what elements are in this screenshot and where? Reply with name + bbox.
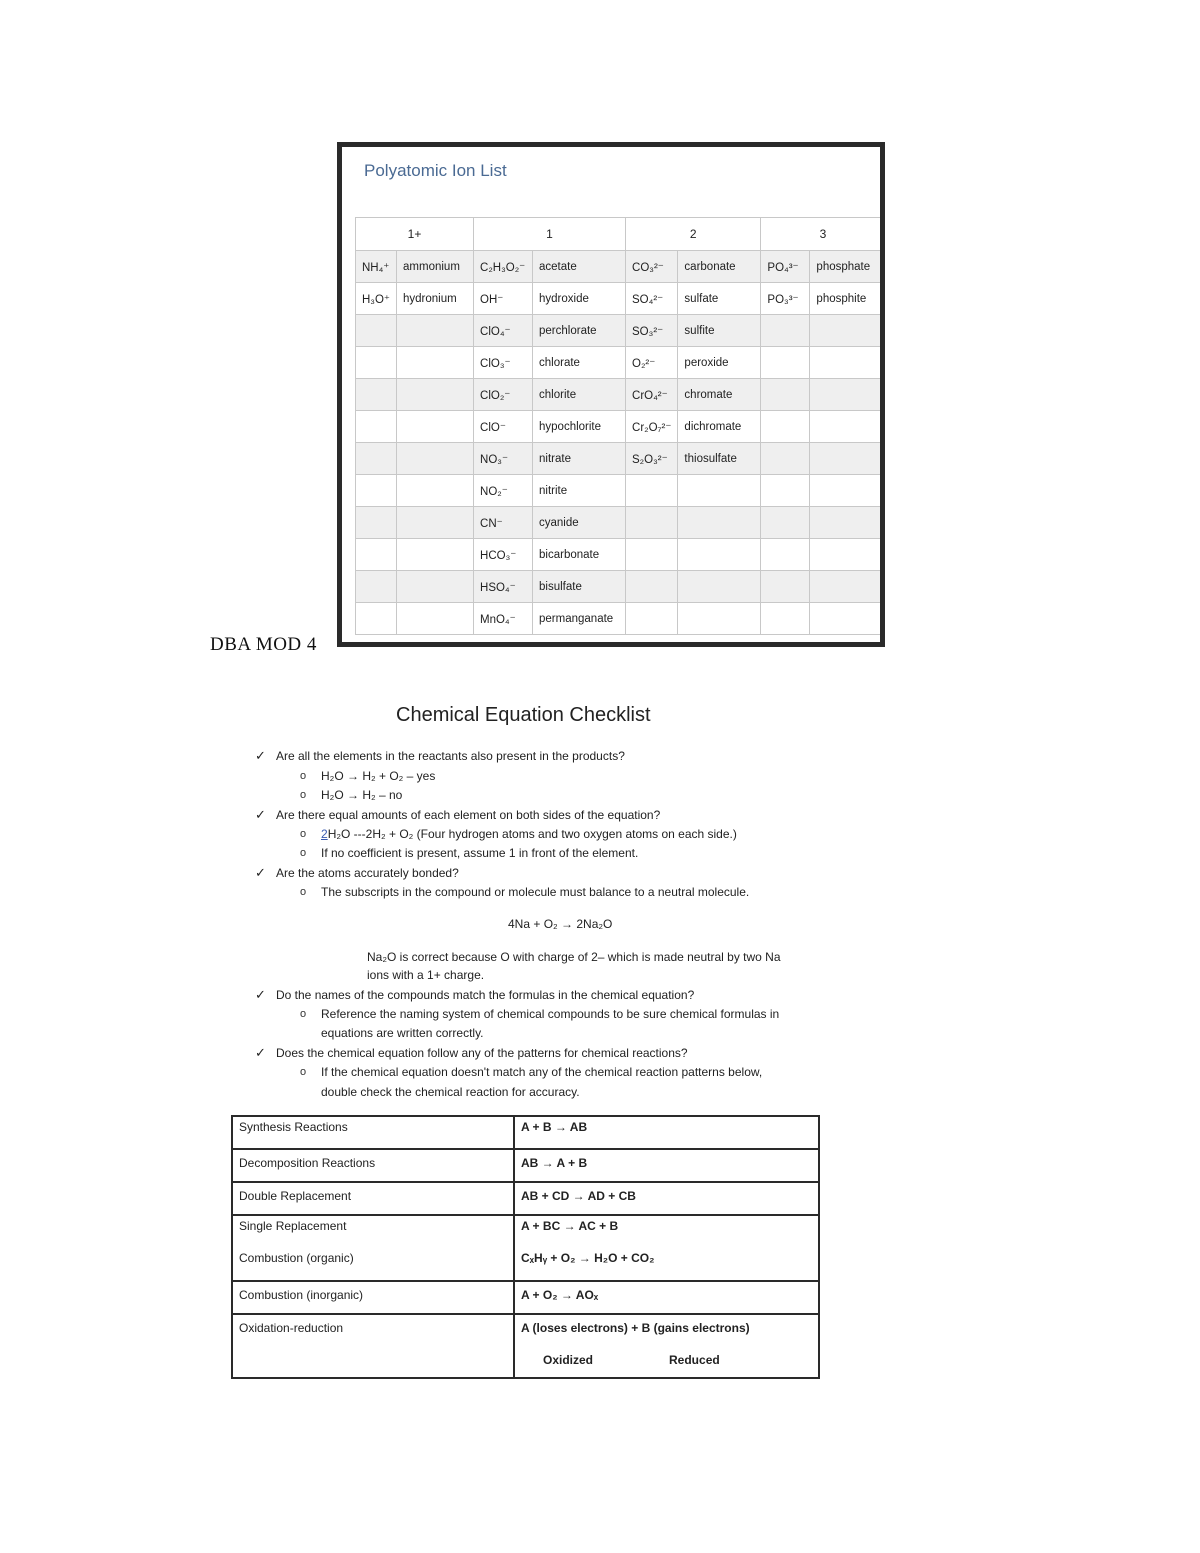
ion-formula <box>356 603 397 635</box>
ion-name: acetate <box>533 251 626 283</box>
ion-name: ammonium <box>397 251 474 283</box>
ion-formula <box>761 315 810 347</box>
checklist-example: H₂O → H₂ – no <box>321 788 403 802</box>
ion-formula <box>356 571 397 603</box>
table-row <box>356 539 885 571</box>
ion-name: hydroxide <box>533 283 626 315</box>
table-row <box>232 1116 819 1149</box>
ion-formula <box>626 475 678 507</box>
reaction-pattern-cell <box>514 1215 819 1281</box>
ion-formula: SO₃²⁻ <box>626 315 678 347</box>
ion-formula <box>761 347 810 379</box>
ion-name <box>810 315 885 347</box>
ion-formula <box>761 603 810 635</box>
table-row <box>356 507 885 539</box>
ion-name <box>678 507 761 539</box>
ion-formula: HCO₃⁻ <box>474 539 533 571</box>
ion-formula: MnO₄⁻ <box>474 603 533 635</box>
charge-header: 2 <box>626 218 761 251</box>
reaction-pattern: CₓHᵧ + O₂ → H₂O + CO₂ <box>521 1251 655 1265</box>
ion-formula <box>761 411 810 443</box>
ion-formula <box>761 379 810 411</box>
bullet-icon: o <box>300 828 307 840</box>
ion-name: dichromate <box>678 411 761 443</box>
ion-name <box>397 379 474 411</box>
ion-name <box>397 475 474 507</box>
ion-table-header <box>356 218 885 251</box>
ion-formula <box>761 539 810 571</box>
ion-formula <box>356 475 397 507</box>
polyatomic-ion-box <box>337 142 885 647</box>
ion-formula <box>761 571 810 603</box>
reaction-name: Double Replacement <box>232 1182 514 1215</box>
checklist-example-text: H₂O ---2H₂ + O₂ (Four hydrogen atoms and two oxygen atoms on each side.) <box>327 827 737 841</box>
ion-formula: Cr₂O₇²⁻ <box>626 411 678 443</box>
ion-name <box>397 315 474 347</box>
reaction-pattern: A + O₂ → AOₓ <box>514 1281 819 1314</box>
checklist-note: Reference the naming system of chemical compounds to be sure chemical formulas in <box>321 1007 780 1021</box>
ion-name <box>678 539 761 571</box>
ion-name: hypochlorite <box>533 411 626 443</box>
ion-name <box>397 539 474 571</box>
ion-formula: CrO₄²⁻ <box>626 379 678 411</box>
ion-formula <box>356 347 397 379</box>
table-row <box>356 475 885 507</box>
checklist-question: Are there equal amounts of each element on both sides of the equation? <box>276 808 661 822</box>
ion-formula <box>356 443 397 475</box>
ion-name: perchlorate <box>533 315 626 347</box>
ion-name <box>810 507 885 539</box>
ion-formula: SO₄²⁻ <box>626 283 678 315</box>
ion-formula <box>761 443 810 475</box>
equation-explanation: ions with a 1+ charge. <box>367 968 485 982</box>
table-row <box>232 1314 819 1378</box>
ion-name <box>810 443 885 475</box>
ion-formula: HSO₄⁻ <box>474 571 533 603</box>
bullet-icon: o <box>300 789 307 801</box>
ion-name <box>397 571 474 603</box>
checklist-note: The subscripts in the compound or molecule must balance to a neutral molecule. <box>321 885 750 899</box>
table-row <box>232 1182 819 1215</box>
reaction-pattern: AB + CD → AD + CB <box>514 1182 819 1215</box>
ion-formula: ClO₂⁻ <box>474 379 533 411</box>
table-row <box>356 571 885 603</box>
ion-formula <box>626 507 678 539</box>
ion-formula <box>626 539 678 571</box>
reaction-name: Oxidation-reduction <box>232 1314 514 1378</box>
ion-formula: PO₃³⁻ <box>761 283 810 315</box>
ion-name <box>810 539 885 571</box>
ion-name <box>397 411 474 443</box>
ion-name <box>810 475 885 507</box>
ion-name: nitrite <box>533 475 626 507</box>
ion-table <box>355 217 885 635</box>
table-row <box>356 411 885 443</box>
check-icon: ✓ <box>255 807 266 822</box>
ion-list-title: Polyatomic Ion List <box>364 161 507 180</box>
checklist-note: If no coefficient is present, assume 1 in front of the element. <box>321 846 639 860</box>
bullet-icon: o <box>300 1008 307 1020</box>
equation-explanation: Na₂O is correct because O with charge of 2– which is made neutral by two Na <box>367 950 781 964</box>
reaction-name-cell <box>232 1215 514 1281</box>
ion-formula: CN⁻ <box>474 507 533 539</box>
ion-formula <box>356 411 397 443</box>
ion-name <box>810 411 885 443</box>
ion-formula: ClO₃⁻ <box>474 347 533 379</box>
reaction-pattern-cell <box>514 1314 819 1378</box>
ion-name <box>397 603 474 635</box>
checklist-question: Do the names of the compounds match the formulas in the chemical equation? <box>276 988 695 1002</box>
reaction-name: Synthesis Reactions <box>232 1116 514 1149</box>
ion-formula <box>356 315 397 347</box>
ion-name <box>397 347 474 379</box>
ion-name: chlorate <box>533 347 626 379</box>
reaction-pattern: A (loses electrons) + B (gains electrons) <box>521 1321 750 1335</box>
table-row <box>356 315 885 347</box>
reaction-pattern: AB → A + B <box>514 1149 819 1182</box>
ion-name: phosphate <box>810 251 885 283</box>
reaction-patterns-table <box>231 1115 820 1379</box>
reaction-pattern: A + BC → AC + B <box>521 1219 619 1233</box>
check-icon: ✓ <box>255 987 266 1002</box>
check-icon: ✓ <box>255 748 266 763</box>
ion-name: sulfate <box>678 283 761 315</box>
example-equation: 4Na + O₂ → 2Na₂O <box>508 917 613 931</box>
ion-formula <box>356 379 397 411</box>
reaction-pattern: A + B → AB <box>514 1116 819 1149</box>
check-icon: ✓ <box>255 865 266 880</box>
ion-formula: NO₂⁻ <box>474 475 533 507</box>
reaction-name: Combustion (inorganic) <box>232 1281 514 1314</box>
ion-formula: ClO⁻ <box>474 411 533 443</box>
ion-name <box>397 443 474 475</box>
ion-formula: ClO₄⁻ <box>474 315 533 347</box>
ion-formula <box>761 507 810 539</box>
ion-formula <box>761 475 810 507</box>
ion-name: carbonate <box>678 251 761 283</box>
table-row <box>356 251 885 283</box>
checklist-question: Are all the elements in the reactants also present in the products? <box>276 749 625 763</box>
table-row <box>356 603 885 635</box>
ion-name: bisulfate <box>533 571 626 603</box>
charge-header: 1 <box>474 218 626 251</box>
ion-formula: OH⁻ <box>474 283 533 315</box>
coefficient: 2 <box>321 827 328 841</box>
reduced-label: Reduced <box>669 1353 720 1367</box>
checklist-note: If the chemical equation doesn't match any of the chemical reaction patterns below, <box>321 1065 763 1079</box>
ion-name: chlorite <box>533 379 626 411</box>
bullet-icon: o <box>300 886 307 898</box>
ion-name: bicarbonate <box>533 539 626 571</box>
ion-formula <box>356 539 397 571</box>
ion-name: phosphite <box>810 283 885 315</box>
table-row <box>356 379 885 411</box>
checklist-title: Chemical Equation Checklist <box>396 704 651 726</box>
oxidized-label: Oxidized <box>543 1353 594 1367</box>
bullet-icon: o <box>300 1066 307 1078</box>
ion-name: peroxide <box>678 347 761 379</box>
bullet-icon: o <box>300 847 307 859</box>
ion-name <box>810 347 885 379</box>
table-row <box>356 443 885 475</box>
checklist-note: double check the chemical reaction for accuracy. <box>321 1085 580 1099</box>
charge-header: 3 <box>761 218 885 251</box>
checklist-example <box>321 827 737 841</box>
ion-name: sulfite <box>678 315 761 347</box>
table-row <box>232 1149 819 1182</box>
ion-name <box>810 603 885 635</box>
checklist-note: equations are written correctly. <box>321 1026 484 1040</box>
redox-labels <box>521 1353 812 1367</box>
ion-formula <box>626 603 678 635</box>
ion-name: chromate <box>678 379 761 411</box>
table-row <box>232 1281 819 1314</box>
ion-formula <box>356 507 397 539</box>
ion-name: cyanide <box>533 507 626 539</box>
reaction-name: Combustion (organic) <box>239 1251 354 1265</box>
reaction-name: Single Replacement <box>239 1219 347 1233</box>
side-label: DBA MOD 4 <box>210 634 317 655</box>
ion-formula: H₃O⁺ <box>356 283 397 315</box>
ion-name: hydronium <box>397 283 474 315</box>
ion-formula: O₂²⁻ <box>626 347 678 379</box>
ion-name <box>678 475 761 507</box>
reaction-name: Decomposition Reactions <box>232 1149 514 1182</box>
table-row <box>356 283 885 315</box>
table-row <box>356 347 885 379</box>
check-icon: ✓ <box>255 1045 266 1060</box>
ion-name: thiosulfate <box>678 443 761 475</box>
ion-name <box>810 379 885 411</box>
ion-name <box>397 507 474 539</box>
table-row <box>232 1215 819 1281</box>
checklist-question: Are the atoms accurately bonded? <box>276 866 459 880</box>
ion-formula: CO₃²⁻ <box>626 251 678 283</box>
ion-formula: S₂O₃²⁻ <box>626 443 678 475</box>
checklist-question: Does the chemical equation follow any of the patterns for chemical reactions? <box>276 1046 688 1060</box>
ion-name <box>678 603 761 635</box>
ion-name <box>678 571 761 603</box>
charge-header: 1+ <box>356 218 474 251</box>
bullet-icon: o <box>300 770 307 782</box>
ion-formula: PO₄³⁻ <box>761 251 810 283</box>
checklist-example: H₂O → H₂ + O₂ – yes <box>321 769 436 783</box>
ion-formula <box>626 571 678 603</box>
ion-name <box>810 571 885 603</box>
ion-name: permanganate <box>533 603 626 635</box>
ion-formula: NH₄⁺ <box>356 251 397 283</box>
ion-formula: C₂H₃O₂⁻ <box>474 251 533 283</box>
ion-name: nitrate <box>533 443 626 475</box>
ion-formula: NO₃⁻ <box>474 443 533 475</box>
